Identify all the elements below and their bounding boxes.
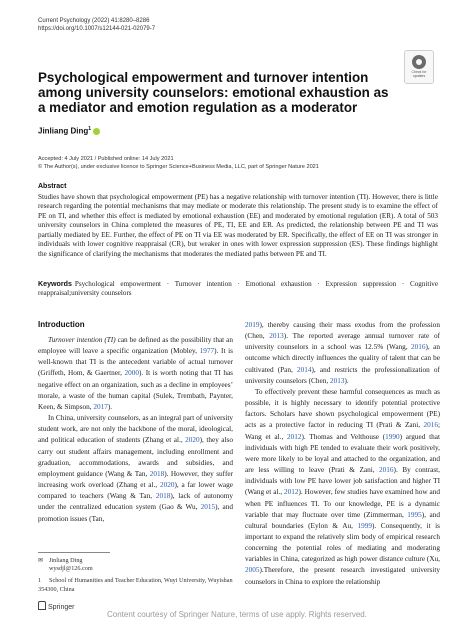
citation-link[interactable]: 1990 — [385, 432, 400, 441]
footnote-divider — [38, 552, 110, 553]
introduction-heading: Introduction — [38, 320, 85, 329]
citation-link[interactable]: 2000 — [124, 369, 139, 378]
keywords-label: Keywords — [38, 280, 72, 288]
orcid-icon[interactable] — [93, 128, 100, 135]
correspondence-email[interactable]: wysdjl@126.com — [49, 565, 93, 573]
correspondence-name: Jinliang Ding — [49, 557, 83, 564]
keywords — [38, 280, 438, 299]
check-for-updates-label: Check for updates — [411, 70, 427, 78]
affiliation-text: School of Humanities and Teacher Education, Wuyi University, Wuyishan 354300, China — [38, 577, 233, 593]
paragraph: 2019), thereby causing their mass exodus from the profession (Chen, 2013). The reported average annual turnover rate of university counselors in a school was 12.5% (Wang, 2016), an outcome which directly influences the quality of talent that can be cultivated (Pan, 2014), and restricts the professionalization of university counselors (Chen, 2013). — [245, 321, 440, 385]
author-affiliation-mark: 1 — [88, 126, 92, 132]
citation-link[interactable]: 2018 — [155, 492, 171, 501]
affiliation-marker: 1 — [38, 577, 42, 585]
citation-link[interactable]: 2018 — [149, 469, 165, 478]
author-name[interactable]: Jinliang Ding — [38, 126, 89, 136]
citation-link[interactable]: 2012 — [286, 432, 302, 441]
body-column-left — [38, 335, 233, 525]
copyright-notice: © The Author(s), under exclusive licence to Springer Science+Business Media, LLC, part of Springer Nature 2021 — [38, 163, 319, 170]
doi-link[interactable]: https://doi.org/10.1007/s12144-021-02079-7 — [38, 26, 156, 32]
envelope-icon: ✉ — [38, 557, 44, 564]
body-column-right — [245, 320, 440, 588]
citation-link[interactable]: 2013 — [329, 376, 345, 385]
footer-notice: Content courtesy of Springer Nature, terms of use apply. Rights reserved. — [107, 610, 367, 619]
paragraph: To effectively prevent these harmful consequences as much as possible, it is highly necessary to identify potential protective factors. Scholars have shown psychological empowerment (PE) acts as a protective factor in reducing TI (Prati & Zani, 2016; Wang et al., 2012). Thomas and Velthouse (1990) argued that individuals with high PE tended to evaluate their work positively, were more likely to be loyal and attached to the organization, and are less willing to leave (Prati & Zani, 2016). By contrast, individuals with low PE have lower job satisfaction and higher TI (Wang et al., 2012). However, few studies have examined how and when PE influences TI. To our knowledge, PE is a dynamic variable that may fluctuate over time (Zimmerman, 1995), and cultural boundaries (Eylon & Au, 1999). Consequently, it is important to expand the relatively slim body of empirical research concerning the potential roles of mediating and moderating variables in China, categorized as high power distance culture (Xu, 2005).Therefore, the present research investigated university counselors in China to explore the relationship — [245, 387, 440, 586]
citation-link[interactable]: 1999 — [357, 521, 372, 530]
citation-link[interactable]: 2016 — [423, 421, 438, 430]
publisher-name: Springer — [48, 604, 75, 611]
article-title: Psychological empowerment and turnover intention among university counselors: emotional exhaustion as a mediator and emotion regulation as a moderator — [38, 70, 389, 115]
citation-link[interactable]: 2015 — [200, 503, 216, 512]
author-line — [38, 126, 100, 136]
citation-link[interactable]: 2019 — [245, 321, 260, 329]
citation-link[interactable]: 1977 — [199, 347, 215, 356]
citation-link[interactable]: 2016 — [379, 466, 394, 475]
springer-horse-icon — [38, 601, 46, 610]
citation-link[interactable]: 2020 — [185, 436, 200, 445]
check-for-updates-badge[interactable] — [404, 50, 434, 84]
journal-citation: Current Psychology (2022) 41:8280–8286 — [38, 18, 150, 24]
keywords-list: Psychological empowerment · Turnover intention · Emotional exhaustion · Expression suppression · Cognitive reappraisal;university counselors — [38, 280, 438, 298]
citation-link[interactable]: 2012 — [283, 488, 299, 497]
paragraph: Turnover intention (TI) can be defined as the possibility that an employee will leave a specific organization (Mobley, 1977). It is well-known that TI is the antecedent variable of actual turnover (Griffeth, Hom, & Gaertner, 2000). It is worth noting that TI has negative effect on an organization, such as a decline in employees’ morale, a waste of the human capital (Sulek, Trembath, Paynter, Keen, & Simpson, 2017). — [38, 336, 234, 411]
accepted-date: Accepted: 4 July 2021 / Published online: 14 July 2021 — [38, 156, 174, 162]
citation-link[interactable]: 1995 — [407, 510, 422, 519]
paragraph: In China, university counselors, as an integral part of university student work, are not only the backbone of the moral, ideological, and political education of students (Zhang et al., 2020), they also carry out student affairs management, including enrollment and graduation, accommodations, awards and subsidies, and employment guidance (Wang & Tan, 2018). However, they suffer increasing work overload (Zhang et al., 2020), a far lower wage compared to teachers (Wang & Tan, 2018), lack of autonomy under the centralized education system (Gao & Wu, 2015), and promotion issues (Tan, — [38, 414, 233, 523]
citation-link[interactable]: 2005 — [245, 566, 260, 575]
abstract-text: Studies have shown that psychological empowerment (PE) has a negative relationship with turnover intention (TI). However, there is little research regarding the potential mechanisms that may mediate or moderate this relationship. The present study is to examine the effect of PE on TI, and whether this effect is mediated by emotional exhaustion (EE) and moderated by emotional regulation (ER). A total of 503 university counselors in China completed the measures of PE, TI, EE and ER. As predicted, the relationship between PE and TI was partially mediated by EE. Further, the effect of PE on TI via EE was moderated by ER. Specifically, the effect of EE on TI was stronger in individuals with lower cognitive reappraisal (CR), but weaker in ones with lower expression suppression (ES). These findings highlight the significance of clarifying the mechanisms that moderates the mediated paths between PE and TI. — [38, 193, 438, 258]
citation-link[interactable]: 2014 — [297, 365, 312, 374]
check-for-updates-icon — [412, 55, 426, 69]
publication-dates — [38, 156, 319, 171]
correspondence-block — [38, 557, 233, 594]
journal-header — [38, 17, 155, 33]
citation-link[interactable]: 2013 — [269, 332, 284, 341]
citation-link[interactable]: 2020 — [159, 481, 175, 490]
citation-link[interactable]: 2017 — [93, 402, 108, 411]
citation-link[interactable]: 2016 — [411, 343, 426, 352]
abstract-heading: Abstract — [38, 183, 67, 190]
